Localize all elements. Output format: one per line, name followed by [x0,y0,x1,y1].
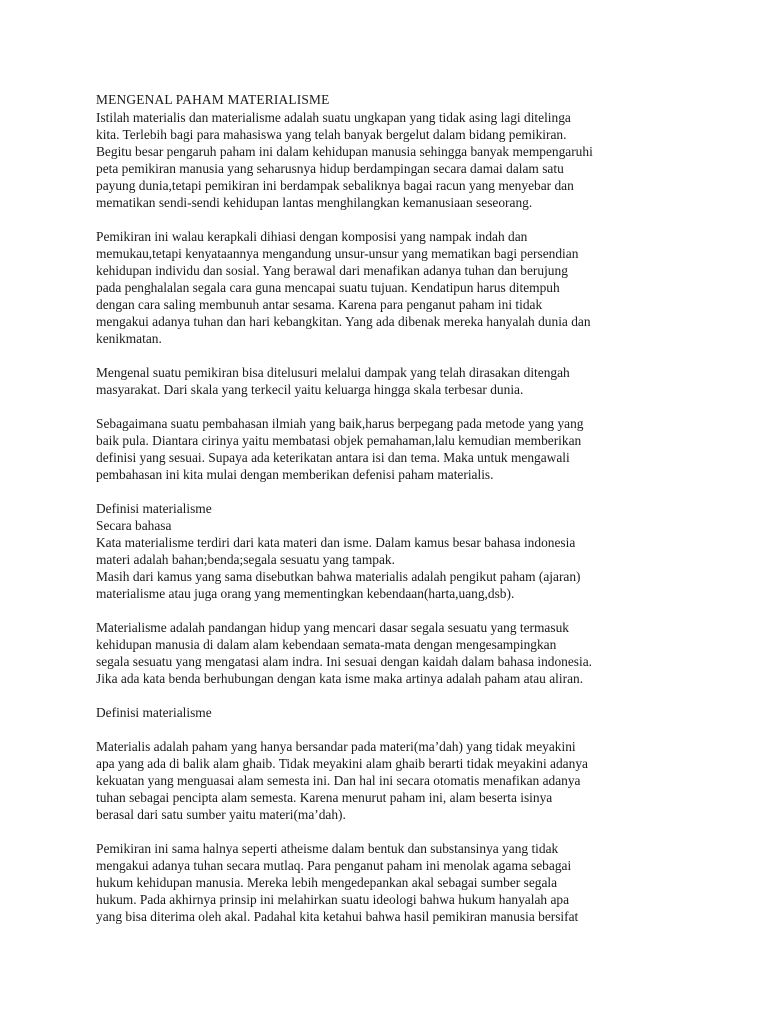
paragraph-p8 [96,738,676,823]
text-line: Kata materialisme terdiri dari kata materi dan isme. Dalam kamus besar bahasa indonesia [96,535,576,550]
text-line: definisi yang sesuai. Supaya ada keterikatan antara isi dan tema. Maka untuk mengawali [96,450,570,465]
text-line: berasal dari satu sumber yaitu materi(ma’dah). [96,807,346,822]
text-line: segala sesuatu yang mengatasi alam indra. Ini sesuai dengan kaidah dalam bahasa indonesia. [96,654,593,669]
paragraph-p3 [96,364,676,398]
text-line: Masih dari kamus yang sama disebutkan bahwa materialis adalah pengikut paham (ajaran) [96,569,581,584]
paragraph-p7 [96,704,676,721]
text-line: Pemikiran ini sama halnya seperti atheisme dalam bentuk dan substansinya yang tidak [96,841,559,856]
text-line: yang bisa diterima oleh akal. Padahal kita ketahui bahwa hasil pemikiran manusia bersifat [96,909,579,924]
text-line: mengakui adanya tuhan secara mutlaq. Para penganut paham ini menolak agama sebagai [96,858,572,873]
text-line: Istilah materialis dan materialisme adalah suatu ungkapan yang tidak asing lagi ditelinga [96,110,571,125]
document-body [96,109,676,925]
paragraph-p1 [96,109,676,211]
text-line: hukum kehidupan manusia. Mereka lebih mengedepankan akal sebagai sumber segala [96,875,558,890]
text-line: mematikan sendi-sendi kehidupan lantas menghilangkan kemanusiaan seseorang. [96,195,533,210]
text-line: payung dunia,tetapi pemikiran ini berdampak sebaliknya bagai racun yang menyebar dan [96,178,574,193]
text-line: peta pemikiran manusia yang seharusnya hidup berdampingan secara damai dalam satu [96,161,564,176]
text-line: Sebagaimana suatu pembahasan ilmiah yang baik,harus berpegang pada metode yang yang [96,416,584,431]
text-line: Begitu besar pengaruh paham ini dalam kehidupan manusia sehingga banyak mempengaruhi [96,144,593,159]
paragraph-p4 [96,415,676,483]
text-line: Pemikiran ini walau kerapkali dihiasi dengan komposisi yang nampak indah dan [96,229,528,244]
text-line: kenikmatan. [96,331,162,346]
paragraph-p5 [96,500,676,602]
text-line: Mengenal suatu pemikiran bisa ditelusuri melalui dampak yang telah dirasakan ditengah [96,365,570,380]
document-page [96,91,676,925]
text-line: memukau,tetapi kenyataannya mengandung unsur-unsur yang mematikan bagi persendian [96,246,579,261]
paragraph-p9 [96,840,676,925]
text-line: dengan cara saling membunuh antar sesama. Karena para penganut paham ini tidak [96,297,543,312]
text-line: kehidupan individu dan sosial. Yang berawal dari menafikan adanya tuhan dan berujung [96,263,568,278]
text-line: Secara bahasa [96,518,172,533]
text-line: hukum. Pada akhirnya prinsip ini melahirkan suatu ideologi bahwa hukum hanyalah apa [96,892,570,907]
paragraph-p6 [96,619,676,687]
text-line: pembahasan ini kita mulai dengan memberikan defenisi paham materialis. [96,467,494,482]
text-line: Materialis adalah paham yang hanya bersandar pada materi(ma’dah) yang tidak meyakini [96,739,576,754]
text-line: Definisi materialisme [96,501,212,516]
paragraph-p2 [96,228,676,347]
text-line: pada penghalalan segala cara guna mencapai suatu tujuan. Kendatipun harus ditempuh [96,280,560,295]
text-line: baik pula. Diantara cirinya yaitu membatasi objek pemahaman,lalu kemudian memberikan [96,433,582,448]
text-line: apa yang ada di balik alam ghaib. Tidak meyakini alam ghaib berarti tidak meyakini adanya [96,756,588,771]
text-line: kehidupan manusia di dalam alam kebendaan semata-mata dengan mengesampingkan [96,637,557,652]
text-line: materialisme atau juga orang yang mementingkan kebendaan(harta,uang,dsb). [96,586,515,601]
text-line: Definisi materialisme [96,705,212,720]
document-title: MENGENAL PAHAM MATERIALISME [96,92,330,107]
text-line: kita. Terlebih bagi para mahasiswa yang telah banyak bergelut dalam bidang pemikiran. [96,127,567,142]
text-line: Materialisme adalah pandangan hidup yang mencari dasar segala sesuatu yang termasuk [96,620,569,635]
text-line: materi adalah bahan;benda;segala sesuatu yang tampak. [96,552,395,567]
text-line: kekuatan yang menguasai alam semesta ini. Dan hal ini secara otomatis menafikan adanya [96,773,581,788]
text-line: Jika ada kata benda berhubungan dengan kata isme maka artinya adalah paham atau aliran. [96,671,584,686]
text-line: masyarakat. Dari skala yang terkecil yaitu keluarga hingga skala terbesar dunia. [96,382,524,397]
text-line: mengakui adanya tuhan dan hari kebangkitan. Yang ada dibenak mereka hanyalah dunia dan [96,314,591,329]
text-line: tuhan sebagai pencipta alam semesta. Karena menurut paham ini, alam beserta isinya [96,790,553,805]
